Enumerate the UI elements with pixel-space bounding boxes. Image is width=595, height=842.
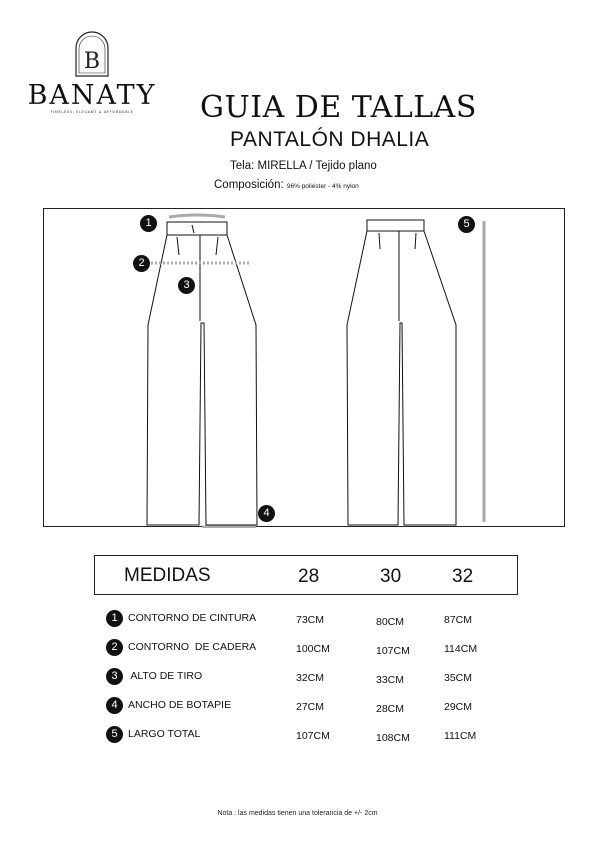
row-2-badge: 2 — [106, 639, 123, 656]
marker-5: 5 — [458, 216, 475, 233]
marker-3: 3 — [178, 277, 195, 294]
row-4-size-30: 28CM — [376, 703, 405, 715]
brand-tagline: TIMELESS, ELEGANT & AFFORDABLE — [50, 110, 134, 114]
row-3-size-32: 35CM — [444, 672, 473, 684]
row-2-size-32: 114CM — [444, 643, 478, 655]
row-5-badge: 5 — [106, 726, 123, 743]
table-header-label: MEDIDAS — [124, 565, 211, 586]
marker-2: 2 — [133, 255, 150, 272]
row-1-size-30: 80CM — [376, 616, 405, 628]
brand-emblem-icon — [70, 28, 114, 78]
row-3-size-30: 33CM — [376, 674, 405, 686]
brand-name: BANATY — [27, 80, 157, 111]
row-5-size-28: 107CM — [296, 730, 330, 742]
row-5-label: LARGO TOTAL — [128, 728, 201, 740]
row-1-badge: 1 — [106, 610, 123, 627]
back-pants-drawing — [347, 220, 456, 525]
row-2-size-30: 107CM — [376, 645, 410, 657]
row-3-label: ALTO DE TIRO — [128, 670, 203, 682]
emblem-letter: B — [83, 49, 101, 74]
row-4-size-32: 29CM — [444, 701, 473, 713]
row-2-size-28: 100CM — [296, 643, 330, 655]
composition-label: Composición: — [214, 179, 284, 191]
front-pants-drawing — [147, 222, 257, 525]
fabric-info: Tela: MIRELLA / Tejido plano — [230, 160, 377, 172]
row-1-size-28: 73CM — [296, 614, 325, 626]
row-5-size-30: 108CM — [376, 732, 410, 744]
row-1-size-32: 87CM — [444, 614, 473, 626]
row-3-badge: 3 — [106, 668, 123, 685]
product-name: PANTALÓN DHALIA — [230, 128, 430, 151]
row-4-size-28: 27CM — [296, 701, 325, 713]
tolerance-note: Nota : las medidas tienen una tolerancia de +/- 2cm — [217, 810, 378, 817]
row-4-badge: 4 — [106, 697, 123, 714]
row-5-size-32: 111CM — [444, 730, 477, 742]
composition-info — [214, 179, 359, 191]
pants-diagram — [43, 208, 565, 527]
size-header-28: 28 — [298, 566, 320, 587]
row-4-label: ANCHO DE BOTAPIE — [128, 699, 232, 711]
row-1-label: CONTORNO DE CINTURA — [128, 612, 257, 624]
marker-4: 4 — [258, 505, 275, 522]
front-measure-lines — [151, 215, 256, 527]
composition-value: 96% poliéster - 4% nylon — [286, 183, 359, 190]
row-3-size-28: 32CM — [296, 672, 325, 684]
size-header-30: 30 — [380, 566, 402, 587]
size-header-32: 32 — [452, 566, 474, 587]
row-2-label: CONTORNO DE CADERA — [128, 641, 257, 653]
page-title: GUIA DE TALLAS — [200, 90, 477, 125]
marker-1: 1 — [140, 215, 157, 232]
